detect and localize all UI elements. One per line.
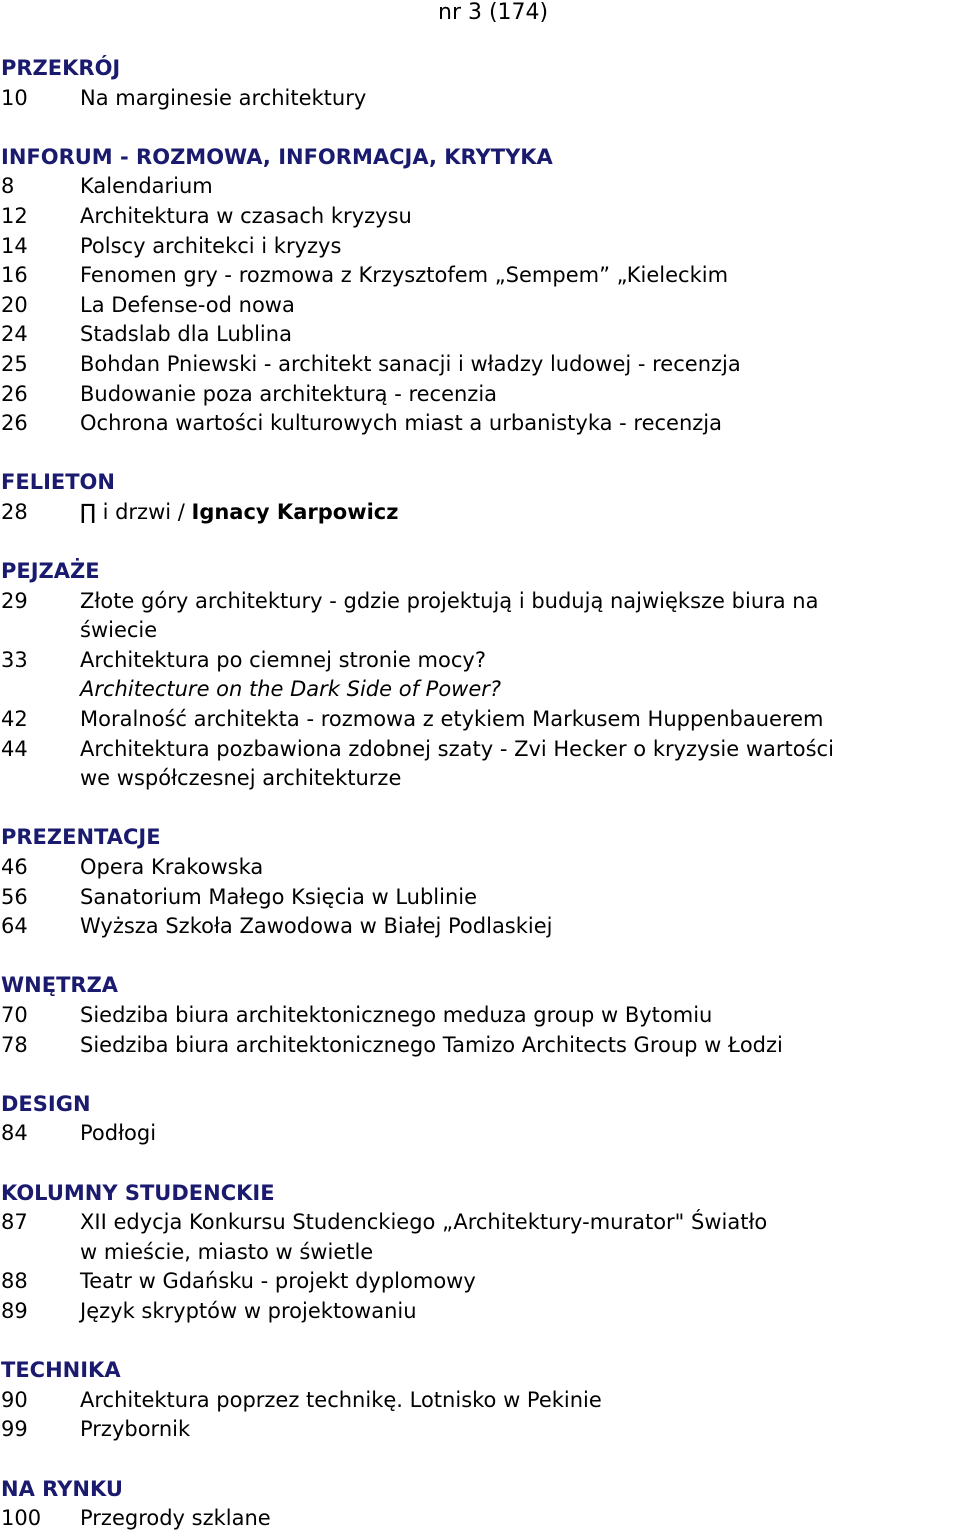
entry-title-line-1: XII edycja Konkursu Studenckiego „Architektury-murator" Światło <box>80 1210 768 1235</box>
toc-entry <box>1 1031 959 1061</box>
entry-title: Ochrona wartości kulturowych miast a urbanistyka - recenzja <box>80 411 722 436</box>
page-number: 24 <box>1 322 28 347</box>
page-number: 16 <box>1 263 28 288</box>
toc-entry <box>1 261 959 291</box>
entry-title: Na marginesie architektury <box>80 85 367 110</box>
entry-title: Budowanie poza architekturą - recenzia <box>80 381 498 406</box>
toc-entry <box>1 1208 959 1267</box>
entry-title: Stadslab dla Lublina <box>80 322 292 347</box>
section-heading-na-rynku: NA RYNKU <box>1 1476 123 1501</box>
page-number: 46 <box>1 855 28 880</box>
page-number: 26 <box>1 411 28 436</box>
toc-entry <box>1 84 959 114</box>
page-number: 42 <box>1 707 28 732</box>
toc-entry <box>1 380 959 410</box>
section-heading-technika: TECHNIKA <box>1 1358 121 1383</box>
entry-title: Siedziba biura architektonicznego meduza group w Bytomiu <box>80 1003 713 1027</box>
page-number: 25 <box>1 351 28 376</box>
entry-title: Moralność architekta - rozmowa z etykiem Markusem Huppenbauerem <box>80 707 824 732</box>
toc-entry <box>1 409 959 439</box>
toc-entry <box>1 1504 959 1534</box>
page-number: 14 <box>1 233 28 258</box>
entry-title: Sanatorium Małego Księcia w Lublinie <box>80 884 478 909</box>
section-heading-inforum: INFORUM - ROZMOWA, INFORMACJA, KRYTYKA <box>1 144 553 169</box>
section-heading-przekroj: PRZEKRÓJ <box>1 56 121 80</box>
toc-entry <box>1 912 959 942</box>
page-number: 33 <box>1 647 28 672</box>
entry-title <box>80 587 959 646</box>
entry-title <box>80 1208 959 1267</box>
entry-subtitle-english: Architecture on the Dark Side of Power? <box>80 677 502 702</box>
entry-title: Podłogi <box>80 1121 157 1146</box>
toc-entry <box>1 853 959 883</box>
page-number: 8 <box>1 174 15 199</box>
page-number: 20 <box>1 292 28 317</box>
entry-title-line-2: w mieście, miasto w świetle <box>80 1239 374 1264</box>
section-heading-prezentacje: PREZENTACJE <box>1 825 161 850</box>
entry-author: Ignacy Karpowicz <box>191 499 399 524</box>
page-number: 26 <box>1 381 28 406</box>
entry-title: Fenomen gry - rozmowa z Krzysztofem „Sempem” „Kieleckim <box>80 263 729 288</box>
toc-entry <box>1 1415 959 1445</box>
issue-number: nr 3 (174) <box>438 0 549 25</box>
page-number: 88 <box>1 1269 28 1294</box>
toc-entry <box>1 1297 959 1327</box>
toc-entry <box>1 646 959 705</box>
page-number: 99 <box>1 1417 28 1442</box>
toc-entry <box>1 1119 959 1149</box>
toc-entry <box>1 320 959 350</box>
toc-entry <box>1 172 959 202</box>
entry-title: Teatr w Gdańsku - projekt dyplomowy <box>80 1269 476 1294</box>
toc-entry <box>1 291 959 321</box>
section-heading-felieton: FELIETON <box>1 470 115 495</box>
page-number: 89 <box>1 1298 28 1323</box>
toc-entry <box>1 350 959 380</box>
entry-title: Architektura w czasach kryzysu <box>80 203 412 228</box>
toc-entry <box>1 498 959 528</box>
entry-title-line-1: Architektura pozbawiona zdobnej szaty - Zvi Hecker o kryzysie wartości <box>80 736 834 761</box>
entry-title-line-2: świecie <box>80 618 158 643</box>
entry-title: Bohdan Pniewski - architekt sanacji i władzy ludowej - recenzja <box>80 351 741 376</box>
entry-title: Polscy architekci i kryzys <box>80 233 342 258</box>
entry-title: Przegrody szklane <box>80 1506 271 1531</box>
entry-title: Kalendarium <box>80 174 213 199</box>
toc-entry <box>1 232 959 262</box>
entry-title-line-2: we współczesnej architekturze <box>80 766 402 791</box>
entry-title: Architektura poprzez technikę. Lotnisko w Pekinie <box>80 1387 602 1412</box>
toc-entry <box>1 202 959 232</box>
entry-title <box>80 735 959 794</box>
toc-entry <box>1 1001 959 1031</box>
entry-title: Język skryptów w projektowaniu <box>80 1298 417 1323</box>
entry-title <box>80 498 959 528</box>
entry-title: Opera Krakowska <box>80 855 264 880</box>
page-number: 87 <box>1 1210 28 1235</box>
page-number: 64 <box>1 914 28 939</box>
entry-title-text: i drzwi / <box>95 499 192 524</box>
toc-entry <box>1 735 959 794</box>
toc-entry <box>1 1267 959 1297</box>
entry-title-line-1: Architektura po ciemnej stronie mocy? <box>80 647 486 672</box>
toc-entry <box>1 705 959 735</box>
page-number: 78 <box>1 1032 28 1057</box>
page-number: 10 <box>1 85 28 110</box>
page-number: 28 <box>1 499 28 524</box>
section-heading-pejzaze: PEJZAŻE <box>1 559 100 584</box>
page-number: 12 <box>1 203 28 228</box>
entry-title <box>80 646 959 705</box>
entry-title: Siedziba biura architektonicznego Tamizo Architects Group w Łodzi <box>80 1032 783 1057</box>
toc-entry <box>1 587 959 646</box>
toc-list <box>1 54 959 1534</box>
page-number: 90 <box>1 1387 28 1412</box>
toc-entry <box>1 1386 959 1416</box>
page-number: 29 <box>1 588 28 613</box>
entry-title: Przybornik <box>80 1417 191 1442</box>
entry-title: Wyższa Szkoła Zawodowa w Białej Podlaskiej <box>80 914 553 939</box>
page-number: 84 <box>1 1121 28 1146</box>
page-number: 100 <box>1 1506 42 1531</box>
pi-product-symbol: ∏ <box>80 499 96 524</box>
entry-title-line-1: Złote góry architektury - gdzie projektują i budują największe biura na <box>80 588 819 613</box>
section-heading-wnetrza: WNĘTRZA <box>1 973 119 998</box>
page-number: 70 <box>1 1003 28 1027</box>
page-number: 44 <box>1 736 28 761</box>
page-number: 56 <box>1 884 28 909</box>
toc-entry <box>1 883 959 913</box>
entry-title: La Defense-od nowa <box>80 292 295 317</box>
section-heading-design: DESIGN <box>1 1091 91 1116</box>
section-heading-kolumny-studenckie: KOLUMNY STUDENCKIE <box>1 1180 275 1205</box>
